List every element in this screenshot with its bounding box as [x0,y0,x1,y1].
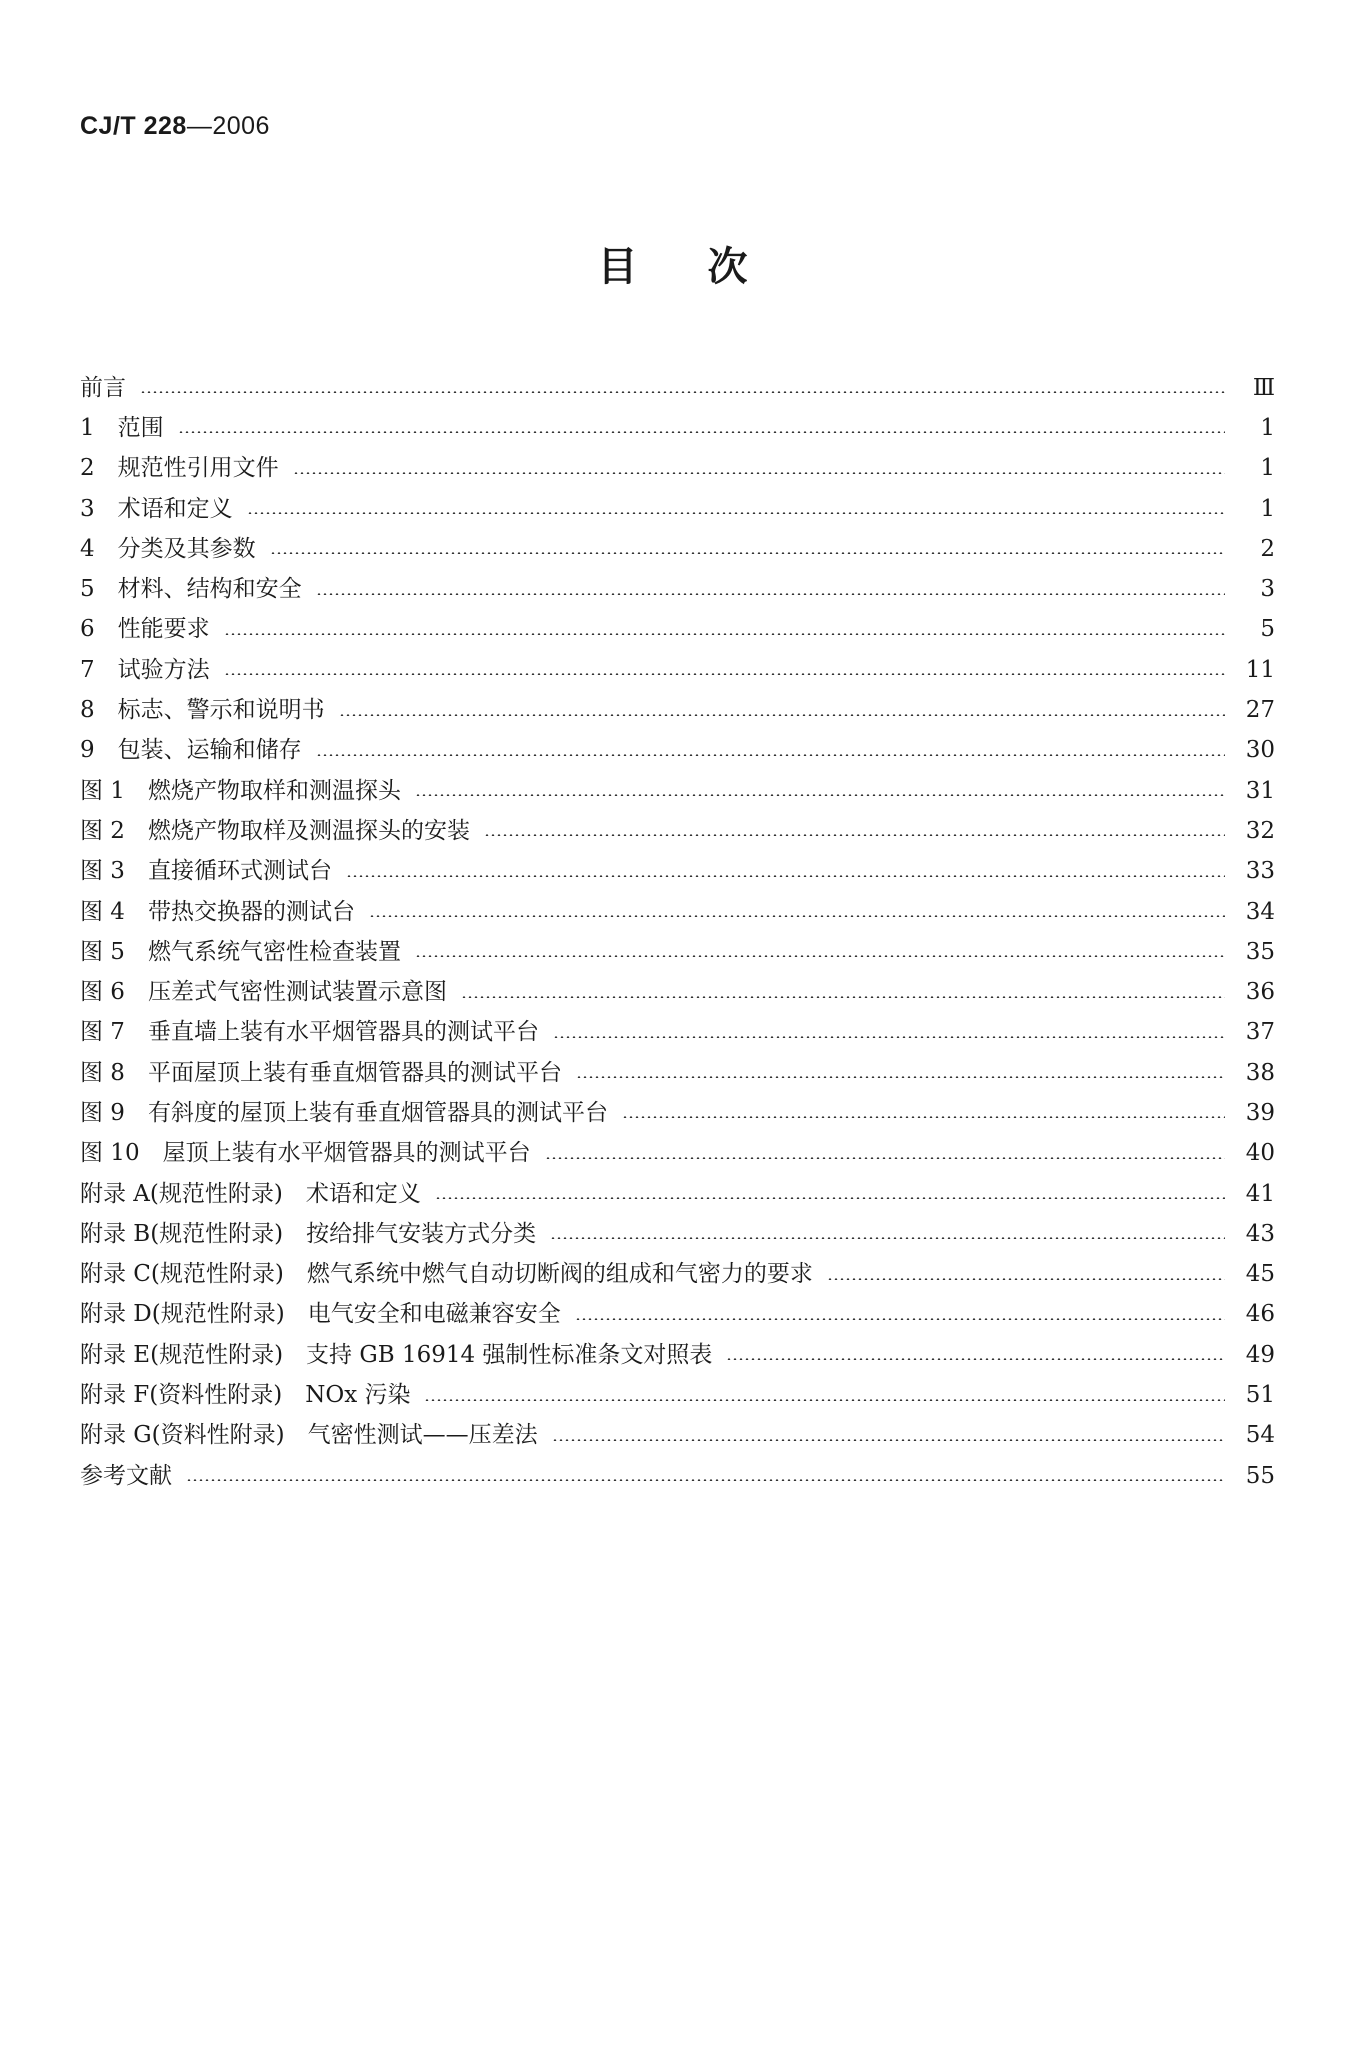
dot-leader [224,633,1225,635]
dot-leader [461,996,1225,998]
toc-entry[interactable] [80,731,1275,771]
toc-entry[interactable] [80,771,1275,811]
toc-entry-label: 9 包装、运输和储存 [80,737,302,764]
toc-entry-label: 4 分类及其参数 [80,535,256,562]
toc-entry-page-number: 38 [1245,1059,1275,1086]
toc-entry[interactable] [80,650,1275,690]
toc-entry-label: 图 8 平面屋顶上装有垂直烟管器具的测试平台 [80,1059,562,1086]
dot-leader [545,1157,1225,1159]
page-title: 目次 [597,244,818,290]
toc-entry-page-number: Ⅲ [1252,374,1275,401]
toc-entry-label: 图 7 垂直墙上装有水平烟管器具的测试平台 [80,1019,539,1046]
toc-entry-label: 图 1 燃烧产物取样和测温探头 [80,777,401,804]
toc-entry-page-number: 34 [1245,898,1275,925]
toc-entry-label: 图 3 直接循环式测试台 [80,858,332,885]
toc-entry-label: 6 性能要求 [80,616,210,643]
toc-entry[interactable] [80,610,1275,650]
dot-leader [435,1197,1225,1199]
toc-entry[interactable] [80,690,1275,730]
toc-entry-page-number: 35 [1245,938,1275,965]
toc-entry-page-number: 54 [1245,1422,1275,1449]
toc-entry-label: 7 试验方法 [80,656,210,683]
toc-entry-label: 前言 [80,374,126,401]
toc-entry-page-number: 51 [1245,1382,1275,1409]
dot-leader [316,754,1225,756]
dot-leader [550,1237,1225,1239]
toc-entry-page-number: 30 [1245,737,1275,764]
toc-entry[interactable] [80,1255,1275,1295]
toc-entry[interactable] [80,569,1275,609]
dot-leader [424,1399,1225,1401]
dot-leader [186,1479,1225,1481]
dot-leader [575,1318,1225,1320]
toc-entry[interactable] [80,368,1275,408]
toc-entry-label: 附录 E(规范性附录) 支持 GB 16914 强制性标准条文对照表 [80,1341,713,1368]
toc-entry[interactable] [80,1375,1275,1415]
toc-entry-label: 图 6 压差式气密性测试装置示意图 [80,979,447,1006]
standard-year: —2006 [186,112,270,140]
toc-entry-page-number: 45 [1245,1261,1275,1288]
dot-leader [293,472,1225,474]
toc-entry[interactable] [80,1456,1275,1496]
toc-entry[interactable] [80,408,1275,448]
toc-entry[interactable] [80,489,1275,529]
toc-entry-page-number: 55 [1245,1462,1275,1489]
toc-entry-label: 图 5 燃气系统气密性检查装置 [80,938,401,965]
dot-leader [576,1076,1225,1078]
toc-entry[interactable] [80,1214,1275,1254]
toc-entry-page-number: 11 [1245,656,1275,683]
dot-leader [247,512,1225,514]
dot-leader [415,794,1225,796]
toc-entry-page-number: 39 [1245,1099,1275,1126]
toc-entry-label: 参考文献 [80,1462,172,1489]
toc-entry[interactable] [80,1053,1275,1093]
toc-entry-page-number: 49 [1245,1341,1275,1368]
toc-entry-label: 2 规范性引用文件 [80,455,279,482]
toc-entry-page-number: 33 [1245,858,1275,885]
toc-entry-page-number: 3 [1260,576,1275,603]
toc-entry-page-number: 41 [1245,1180,1275,1207]
toc-entry[interactable] [80,1335,1275,1375]
dot-leader [622,1116,1225,1118]
toc-entry[interactable] [80,932,1275,972]
toc-entry-page-number: 27 [1245,697,1275,724]
dot-leader [339,714,1225,716]
toc-entry-label: 附录 F(资料性附录) NOx 污染 [80,1382,411,1409]
dot-leader [484,834,1225,836]
toc-entry-label: 附录 B(规范性附录) 按给排气安装方式分类 [80,1220,537,1247]
dot-leader [553,1036,1225,1038]
toc-entry[interactable] [80,449,1275,489]
toc-entry[interactable] [80,1416,1275,1456]
toc-entry-page-number: 43 [1245,1220,1275,1247]
toc-entry-page-number: 1 [1260,414,1275,441]
toc-entry[interactable] [80,1174,1275,1214]
dot-leader [369,915,1225,917]
table-of-contents [80,368,1275,1496]
toc-entry-label: 附录 G(资料性附录) 气密性测试——压差法 [80,1422,538,1449]
standard-number: CJ/T 228 [80,112,187,140]
toc-entry[interactable] [80,811,1275,851]
dot-leader [270,552,1225,554]
toc-entry-label: 3 术语和定义 [80,495,233,522]
toc-entry-label: 图 2 燃烧产物取样及测温探头的安装 [80,817,470,844]
toc-entry[interactable] [80,1134,1275,1174]
toc-entry[interactable] [80,892,1275,932]
dot-leader [140,391,1225,393]
dot-leader [827,1278,1225,1280]
dot-leader [415,955,1225,957]
toc-entry-page-number: 40 [1245,1140,1275,1167]
toc-entry-label: 图 10 屋顶上装有水平烟管器具的测试平台 [80,1140,531,1167]
toc-entry-page-number: 46 [1245,1301,1275,1328]
toc-entry-page-number: 2 [1260,535,1275,562]
toc-entry-page-number: 31 [1245,777,1275,804]
toc-entry-label: 图 9 有斜度的屋顶上装有垂直烟管器具的测试平台 [80,1099,608,1126]
toc-entry-label: 附录 C(规范性附录) 燃气系统中燃气自动切断阀的组成和气密力的要求 [80,1261,813,1288]
dot-leader [552,1439,1225,1441]
toc-entry-label: 附录 A(规范性附录) 术语和定义 [80,1180,421,1207]
dot-leader [178,431,1225,433]
toc-entry[interactable] [80,972,1275,1012]
toc-entry[interactable] [80,1295,1275,1335]
toc-entry-label: 8 标志、警示和说明书 [80,697,325,724]
toc-entry-page-number: 32 [1245,817,1275,844]
dot-leader [316,593,1225,595]
toc-entry[interactable] [80,1093,1275,1133]
toc-entry-label: 1 范围 [80,414,164,441]
toc-entry-page-number: 36 [1245,979,1275,1006]
toc-entry-page-number: 1 [1260,495,1275,522]
standard-code [80,112,270,141]
toc-entry[interactable] [80,852,1275,892]
dot-leader [224,673,1225,675]
toc-entry-page-number: 5 [1260,616,1275,643]
toc-entry-page-number: 1 [1260,455,1275,482]
dot-leader [726,1358,1225,1360]
toc-entry[interactable] [80,529,1275,569]
toc-entry-label: 图 4 带热交换器的测试台 [80,898,355,925]
toc-entry[interactable] [80,1013,1275,1053]
toc-entry-label: 附录 D(规范性附录) 电气安全和电磁兼容安全 [80,1301,561,1328]
toc-entry-label: 5 材料、结构和安全 [80,576,302,603]
dot-leader [346,875,1225,877]
toc-entry-page-number: 37 [1245,1019,1275,1046]
